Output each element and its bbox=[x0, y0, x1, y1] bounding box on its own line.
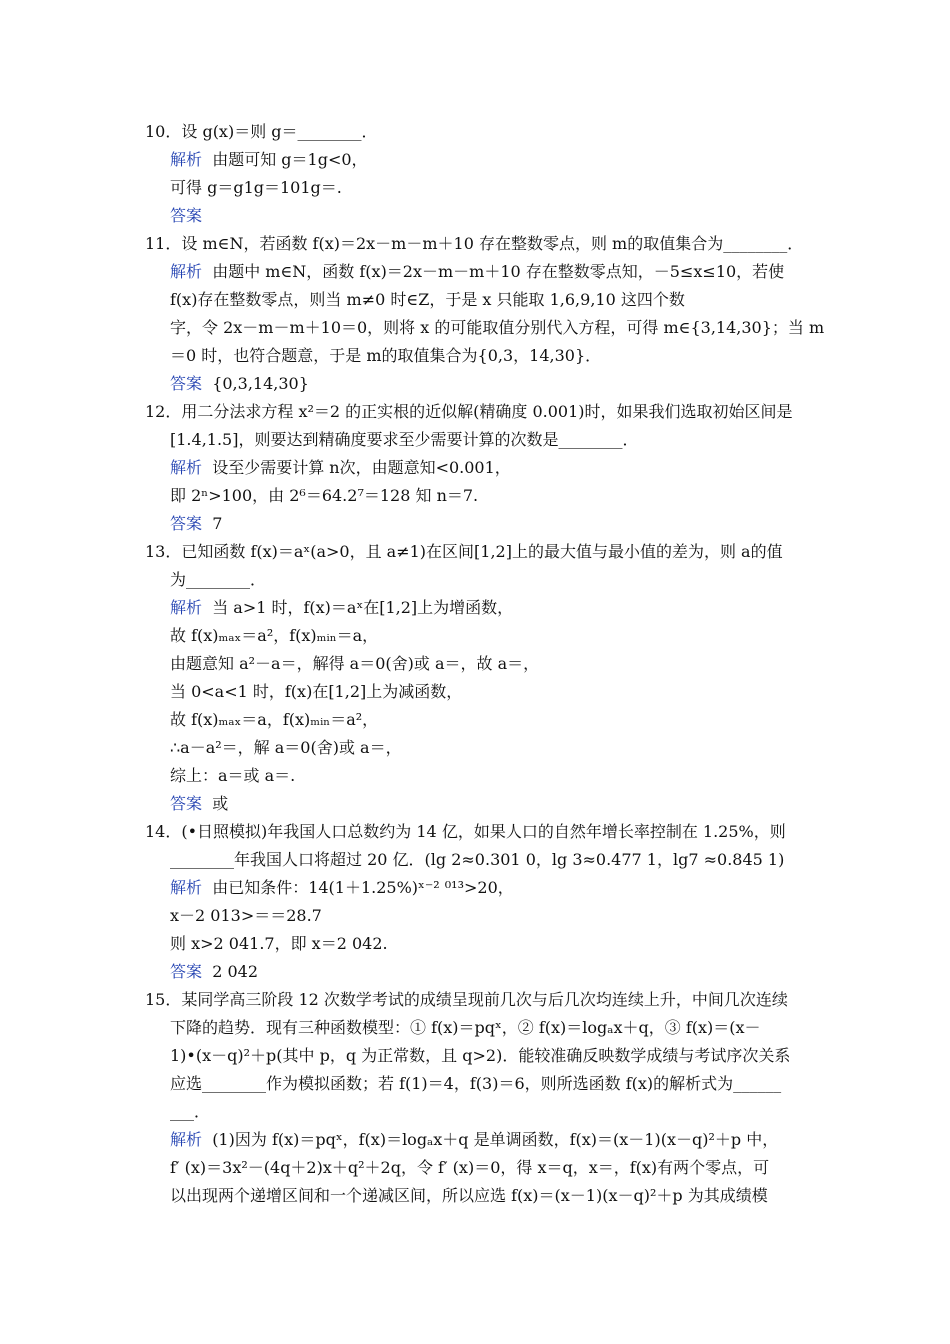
analysis-line: 解析 (1)因为 f(x)＝pqˣ，f(x)＝logₐx＋q 是单调函数，f(x)＝(x－1)(x－q)²＋p 中， bbox=[170, 1130, 779, 1149]
question-line: ___． bbox=[170, 1102, 211, 1121]
answer-label: 答案 bbox=[170, 962, 203, 981]
analysis-line: 故 f(x)ₘₐₓ＝a²，f(x)ₘᵢₙ＝a， bbox=[170, 626, 379, 645]
question-line: 为________． bbox=[170, 570, 267, 589]
question-10: 10．设 g(x)＝则 g＝________． bbox=[145, 122, 378, 141]
analysis-label: 解析 bbox=[170, 598, 203, 617]
analysis-line: 故 f(x)ₘₐₓ＝a，f(x)ₘᵢₙ＝a²， bbox=[170, 710, 379, 729]
analysis-line: 即 2ⁿ>100，由 2⁶＝64.2⁷＝128 知 n＝7. bbox=[170, 486, 479, 505]
answer-line: 答案 或 bbox=[170, 794, 229, 813]
analysis-line: 解析 由题中 m∈N，函数 f(x)＝2x－m－m＋10 存在整数零点知，－5≤x≤10，若使 bbox=[170, 262, 785, 281]
analysis-line: 字，令 2x－m－m＋10＝0，则将 x 的可能取值分别代入方程，可得 m∈{3,14,30}；当 m bbox=[170, 318, 825, 337]
analysis-line: f′ (x)＝3x²－(4q＋2)x＋q²＋2q，令 f′ (x)＝0，得 x＝q，x＝，f(x)有两个零点，可 bbox=[170, 1158, 770, 1177]
answer-line: 答案 {0,3,14,30} bbox=[170, 374, 309, 393]
answer-label: 答案 bbox=[170, 374, 203, 393]
analysis-line: 解析 设至少需要计算 n次，由题意知<0.001， bbox=[170, 458, 511, 477]
analysis-label: 解析 bbox=[170, 878, 203, 897]
question-13: 13．已知函数 f(x)＝aˣ(a>0，且 a≠1)在区间[1,2]上的最大值与最小值的差为，则 a的值 bbox=[145, 542, 783, 561]
question-line: 1)•(x－q)²＋p(其中 p，q 为正常数，且 q>2)．能较准确反映数学成绩与考试序次关系 bbox=[170, 1046, 791, 1065]
question-line: 下降的趋势．现有三种函数模型：① f(x)＝pqˣ，② f(x)＝logₐx＋q，③ f(x)＝(x－ bbox=[170, 1018, 761, 1037]
question-15: 15．某同学高三阶段 12 次数学考试的成绩呈现前几次与后几次均连续上升，中间几次连续 bbox=[145, 990, 788, 1009]
answer-label: 答案 bbox=[170, 206, 203, 225]
analysis-label: 解析 bbox=[170, 150, 203, 169]
answer-line bbox=[170, 202, 202, 230]
analysis-line: 可得 g＝g1g＝101g＝. bbox=[170, 178, 342, 197]
analysis-line: 解析 当 a>1 时，f(x)＝aˣ在[1,2]上为增函数， bbox=[170, 598, 514, 617]
question-line: ________年我国人口将超过 20 亿．(lg 2≈0.301 0，lg 3≈0.477 1，lg7 ≈0.845 1) bbox=[170, 850, 785, 869]
question-14: 14．(•日照模拟)年我国人口总数约为 14 亿，如果人口的自然年增长率控制在 1.25%，则 bbox=[145, 822, 786, 841]
answer-label: 答案 bbox=[170, 514, 203, 533]
answer-label: 答案 bbox=[170, 794, 203, 813]
analysis-line: ＝0 时，也符合题意，于是 m的取值集合为{0,3，14,30}． bbox=[170, 346, 602, 365]
analysis-line: 解析 由已知条件：14(1＋1.25%)ˣ⁻² ⁰¹³>20， bbox=[170, 878, 514, 897]
analysis-line: 以出现两个递增区间和一个递减区间，所以应选 f(x)＝(x－1)(x－q)²＋p 为其成绩模 bbox=[170, 1186, 768, 1205]
analysis-line: 解析 由题可知 g＝1g<0， bbox=[170, 150, 368, 169]
question-11: 11．设 m∈N，若函数 f(x)＝2x－m－m＋10 存在整数零点，则 m的取值集合为________． bbox=[145, 234, 804, 253]
question-line: [1.4,1.5]，则要达到精确度要求至少需要计算的次数是________． bbox=[170, 430, 639, 449]
answer-line: 答案 2 042 bbox=[170, 962, 258, 981]
analysis-label: 解析 bbox=[170, 1130, 203, 1149]
question-12: 12．用二分法求方程 x²＝2 的正实根的近似解(精确度 0.001)时，如果我们选取初始区间是 bbox=[145, 402, 793, 421]
analysis-line: x－2 013>＝＝28.7 bbox=[170, 906, 322, 925]
analysis-line: f(x)存在整数零点，则当 m≠0 时∈Z，于是 x 只能取 1,6,9,10 这四个数 bbox=[170, 290, 685, 309]
question-line: 应选________作为模拟函数；若 f(1)＝4，f(3)＝6，则所选函数 f(x)的解析式为______ bbox=[170, 1074, 782, 1093]
analysis-line: 由题意知 a²－a＝，解得 a＝0(舍)或 a＝，故 a＝， bbox=[170, 654, 540, 673]
analysis-label: 解析 bbox=[170, 458, 203, 477]
analysis-line: 则 x>2 041.7，即 x＝2 042. bbox=[170, 934, 388, 953]
analysis-line: 当 0<a<1 时，f(x)在[1,2]上为减函数， bbox=[170, 682, 463, 701]
analysis-line: ∴a－a²＝，解 a＝0(舍)或 a＝， bbox=[170, 738, 402, 757]
analysis-line: 综上：a＝或 a＝. bbox=[170, 766, 296, 785]
answer-line: 答案 7 bbox=[170, 514, 223, 533]
analysis-label: 解析 bbox=[170, 262, 203, 281]
